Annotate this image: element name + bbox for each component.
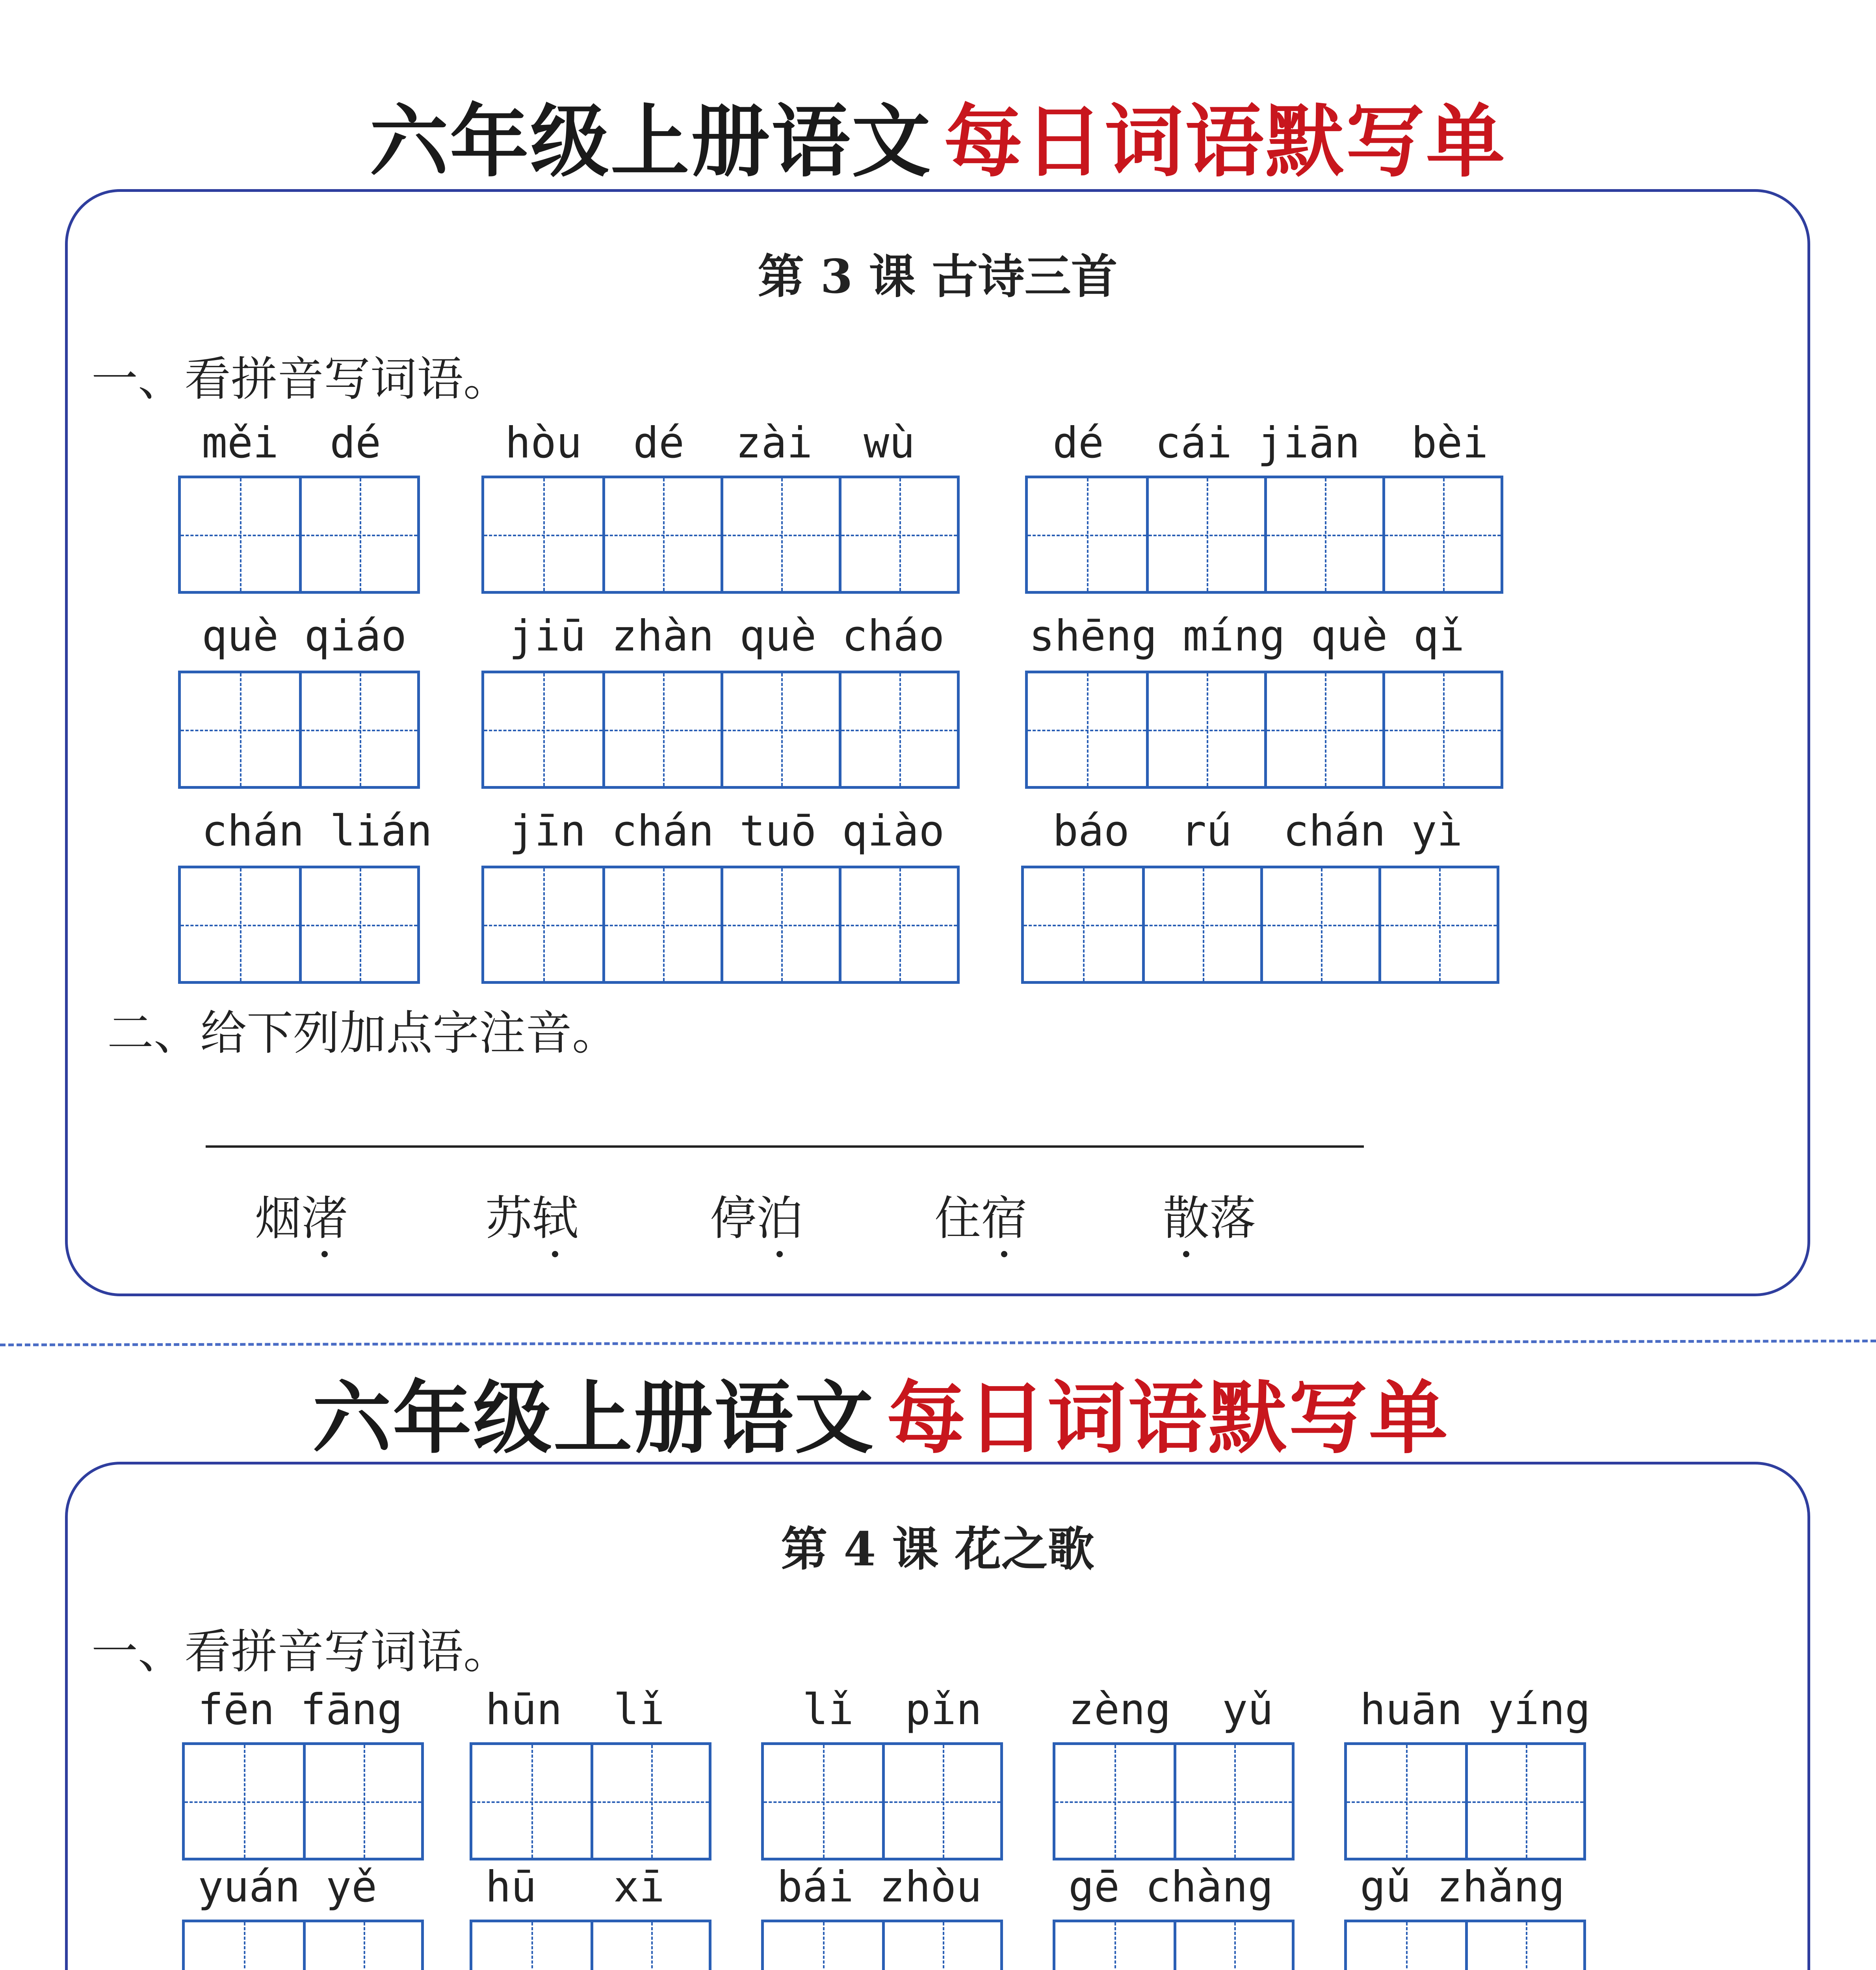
pinyin-label: báo rú chán yì: [1053, 807, 1463, 856]
pinyin-label: gē chàng: [1068, 1862, 1274, 1912]
title-red: 每日词语默写单: [944, 95, 1507, 188]
pinyin-label: zèng yǔ: [1068, 1685, 1274, 1734]
worksheet-panel-top: [65, 189, 1810, 1296]
writing-grid[interactable]: [1021, 866, 1499, 984]
pinyin-label: dé cái jiān bèi: [1053, 418, 1488, 468]
dotted-word: 住宿: [934, 1191, 1028, 1245]
writing-grid[interactable]: [1025, 476, 1503, 594]
dotted-word: 烟渚: [255, 1191, 348, 1245]
dotted-word: 停泊: [710, 1191, 803, 1245]
pinyin-label: hū xī: [485, 1862, 665, 1912]
writing-grid[interactable]: [182, 1742, 424, 1860]
writing-grid[interactable]: [178, 671, 420, 789]
writing-grid[interactable]: [761, 1920, 1003, 1970]
answer-line[interactable]: [206, 1145, 1364, 1148]
lesson-title: 第 3 课 古诗三首: [758, 249, 1118, 304]
writing-grid[interactable]: [178, 866, 420, 984]
writing-grid[interactable]: [1344, 1920, 1586, 1970]
lesson-title: 第 4 课 花之歌: [781, 1522, 1094, 1576]
title-red: 每日词语默写单: [887, 1372, 1450, 1464]
worksheet-title-bottom: [0, 1355, 1819, 1468]
pinyin-label: hòu dé zài wù: [505, 418, 915, 468]
writing-grid[interactable]: [481, 671, 960, 789]
pinyin-label: lǐ pǐn: [777, 1685, 982, 1734]
section-one-heading: 一、看拼音写词语。: [91, 352, 510, 406]
writing-grid[interactable]: [1053, 1920, 1295, 1970]
pinyin-label: jīn chán tuō qiào: [509, 807, 945, 856]
pinyin-label: chán lián: [202, 807, 433, 856]
title-black: 六年级上册语文: [312, 1372, 875, 1464]
writing-grid[interactable]: [481, 866, 960, 984]
writing-grid[interactable]: [761, 1742, 1003, 1860]
title-black: 六年级上册语文: [369, 95, 932, 188]
pinyin-label: fēn fāng: [198, 1685, 403, 1734]
writing-grid[interactable]: [1025, 671, 1503, 789]
section-one-heading: 一、看拼音写词语。: [91, 1624, 510, 1679]
pinyin-label: què qiáo: [202, 611, 407, 661]
worksheet-panel-bottom: [65, 1462, 1810, 1970]
pinyin-label: yuán yě: [198, 1862, 377, 1912]
pinyin-label: jiū zhàn què cháo: [509, 611, 945, 661]
section-two-heading: 二、给下列加点字注音。: [107, 1006, 619, 1060]
pinyin-label: hūn lǐ: [485, 1685, 665, 1734]
writing-grid[interactable]: [182, 1920, 424, 1970]
writing-grid[interactable]: [178, 476, 420, 594]
pinyin-label: gǔ zhǎng: [1360, 1862, 1565, 1912]
dotted-word: 散落: [1163, 1191, 1256, 1245]
dotted-word: 苏轼: [485, 1191, 579, 1245]
writing-grid[interactable]: [470, 1920, 711, 1970]
pinyin-label: huān yíng: [1360, 1685, 1591, 1734]
cut-line-divider: [0, 1340, 1876, 1346]
writing-grid[interactable]: [470, 1742, 711, 1860]
writing-grid[interactable]: [1053, 1742, 1295, 1860]
writing-grid[interactable]: [481, 476, 960, 594]
writing-grid[interactable]: [1344, 1742, 1586, 1860]
worksheet-title-top: [0, 79, 1876, 192]
pinyin-label: bái zhòu: [777, 1862, 982, 1912]
pinyin-label: měi dé: [202, 418, 381, 468]
pinyin-label: shēng míng què qǐ: [1029, 611, 1465, 661]
